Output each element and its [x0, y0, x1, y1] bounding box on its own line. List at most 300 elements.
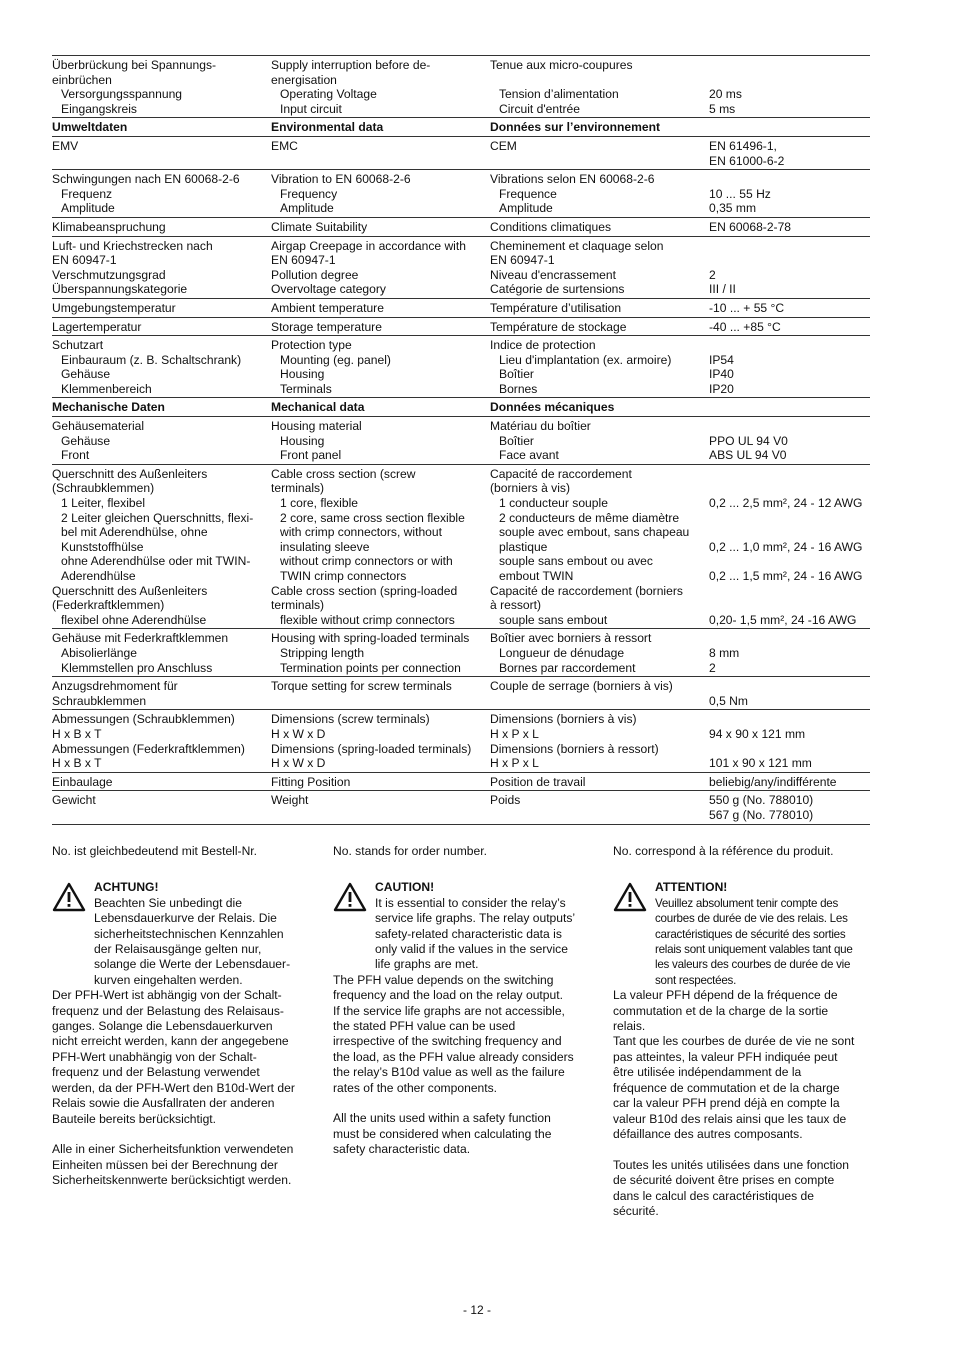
cell-line: Position de travail [490, 774, 586, 789]
cell-line: H x B x T [52, 756, 102, 771]
cell-line: bel mit Aderendhülse, ohne [61, 525, 208, 540]
body-line: PFH-Wert unabhängig von der Schalt- [52, 1049, 257, 1064]
col-fr [490, 467, 709, 628]
cell-line: Fitting Position [271, 774, 351, 789]
cell-line: Conditions climatiques [490, 219, 611, 234]
paragraph-gap [613, 1142, 883, 1157]
col-value [709, 139, 870, 168]
body-line: the stated PFH value can be used [333, 1019, 516, 1034]
cell-line: 0,35 mm [709, 201, 757, 216]
spec-table [52, 55, 870, 825]
body-line: If the service life graphs are not accessible, [333, 1003, 565, 1018]
cell-line: 1 Leiter, flexibel [61, 496, 146, 511]
cell-line: Housing material [271, 419, 362, 434]
cell-line: H x P x L [490, 756, 539, 771]
col-fr [490, 301, 709, 316]
col-fr [490, 172, 709, 216]
col-value [709, 712, 870, 770]
cell-line [709, 598, 870, 613]
col-en [271, 120, 490, 135]
cell-line: Cable cross section (screw [271, 466, 416, 481]
cell-line: 0,2 ... 2,5 mm², 24 - 12 AWG [709, 496, 863, 511]
spec-row [52, 137, 870, 170]
body-line: Toutes les unités utilisées dans une fonction [613, 1157, 849, 1172]
col-fr [490, 58, 709, 116]
cell-line: Überspannungskategorie [52, 282, 188, 297]
warning-triangle-icon [333, 880, 375, 972]
spec-row [52, 218, 870, 237]
cell-line: flexible without crimp connectors [280, 612, 455, 627]
warning-line: Veuillez absolument tenir compte des [655, 896, 839, 910]
cell-line: without crimp connectors or with [280, 554, 453, 569]
col-de [52, 301, 271, 316]
order-number-note: No. correspond à la référence du produit. [613, 844, 834, 858]
warning-block [613, 880, 883, 988]
col-value [709, 775, 870, 790]
col-fr [490, 419, 709, 463]
col-value [709, 320, 870, 335]
col-fr [490, 239, 709, 297]
col-en [271, 400, 490, 415]
spec-row [52, 237, 870, 299]
cell-line: 101 x 90 x 121 mm [709, 756, 812, 771]
body-line: the load, as the PFH value already considers [333, 1049, 574, 1064]
body-line: Bauteile bereits berücksichtigt. [52, 1111, 217, 1126]
body-line: frequency and the load on the relay output. [333, 988, 563, 1003]
cell-line: flexibel ohne Aderendhülse [61, 612, 207, 627]
cell-line: Température de stockage [490, 319, 627, 334]
warning-text [375, 880, 603, 972]
body-line: irrespective of the switching frequency and [333, 1034, 562, 1049]
cell-line: Matériau du boîtier [490, 419, 591, 434]
warning-line: life graphs are met. [375, 957, 479, 972]
col-en [271, 712, 490, 770]
cell-line: 2 [709, 267, 716, 282]
cell-line: H x P x L [490, 726, 539, 741]
body-line: car la valeur PFH prend déjà en compte la [613, 1096, 840, 1111]
cell-line: Mechanische Daten [52, 400, 165, 415]
spec-row [52, 299, 870, 318]
body-line: Der PFH-Wert ist abhängig von der Schalt- [52, 988, 282, 1003]
cell-line: terminals) [271, 598, 325, 613]
cell-line [490, 694, 709, 709]
col-fr [490, 139, 709, 168]
spec-row [52, 56, 870, 118]
cell-line: Frequenz [61, 186, 113, 201]
col-value [709, 419, 870, 463]
cell-line: Klemmenbereich [61, 381, 152, 396]
cell-line: TWIN crimp connectors [280, 569, 407, 583]
cell-line: Querschnitt des Außenleiters [52, 466, 208, 481]
cell-line: Face avant [499, 448, 559, 463]
cell-line: Einbauraum (z. B. Schaltschrank) [61, 352, 242, 367]
cell-line: (Schraubklemmen) [52, 481, 155, 496]
col-value [709, 679, 870, 708]
warning-line: les valeurs des courbes de durée de vie [655, 958, 851, 972]
col-en [271, 631, 490, 675]
warning-triangle-icon [613, 880, 655, 988]
col-fr [490, 120, 709, 135]
warning-title: ATTENTION! [655, 880, 728, 895]
cell-line: 0,5 Nm [709, 693, 748, 708]
cell-line: plastique [499, 539, 548, 554]
col-en [271, 220, 490, 235]
cell-line: Supply interruption before de- [271, 58, 431, 72]
cell-line [709, 511, 870, 526]
col-value [709, 172, 870, 216]
body-line: valeur B10d des relais ainsi que les taux de [613, 1111, 847, 1126]
body-line: pas atteintes, la valeur PFH indiquée peut [613, 1049, 838, 1064]
cell-line: Gehäuse [61, 433, 111, 448]
body-line: nicht erreicht werden, kann der angegebene [52, 1034, 289, 1049]
cell-line: -10 ... + 55 °C [709, 300, 785, 315]
warning-line: solange die Werte der Lebensdauer- [94, 957, 291, 972]
cell-line: Température d’utilisation [490, 300, 622, 315]
body-line: La valeur PFH dépend de la fréquence de [613, 988, 838, 1003]
body-line: must be considered when calculating the [333, 1126, 552, 1141]
warning-line: sont respectées. [655, 973, 737, 987]
cell-line: Niveau d'encrassement [490, 267, 616, 282]
cell-line: Lieu d'implantation (ex. armoire) [499, 352, 672, 367]
cell-line: Input circuit [280, 101, 342, 116]
body-line: Alle in einer Sicherheitsfunktion verwendeten [52, 1142, 294, 1157]
cell-line: embout TWIN [499, 569, 574, 583]
spec-row [52, 417, 870, 465]
col-fr [490, 400, 709, 415]
cell-line: Pollution degree [271, 267, 359, 282]
cell-line [709, 554, 870, 569]
cell-line: Front panel [280, 448, 342, 463]
cell-line [709, 631, 870, 646]
body-line: commutation et de la charge de la sortie [613, 1003, 829, 1018]
cell-line [709, 679, 870, 694]
cell-line: Umgebungstemperatur [52, 300, 176, 315]
cell-line: Boîtier [499, 433, 534, 448]
body-line: All the units used within a safety function [333, 1111, 551, 1126]
cell-line: 1 core, flexible [280, 496, 358, 511]
cell-line: Umweltdaten [52, 120, 128, 135]
cell-line: EN 61000-6-2 [709, 153, 785, 168]
warning-line: sicherheitstechnischen Kennzahlen [94, 926, 284, 941]
col-value [709, 338, 870, 396]
col-fr [490, 220, 709, 235]
cell-line: (Federkraftklemmen) [52, 598, 165, 613]
col-en [271, 338, 490, 396]
cell-line: Dimensions (screw terminals) [271, 712, 430, 727]
cell-line: 2 Leiter gleichen Querschnitts, flexi- [61, 510, 254, 525]
col-value [709, 239, 870, 297]
warning-line: caractéristiques de sécurité des sorties [655, 927, 846, 941]
col-en [271, 775, 490, 790]
cell-line: EN 61496-1, [709, 138, 777, 153]
paragraph-gap [52, 1127, 322, 1142]
cell-line: EMC [271, 138, 298, 153]
warning-line: service life graphs. The relay outputs’ [375, 911, 576, 926]
cell-line: Überbrückung bei Spannungs- [52, 58, 217, 72]
order-number-note: No. stands for order number. [333, 844, 487, 858]
cell-line: Schwingungen nach EN 60068-2-6 [52, 172, 240, 187]
cell-line: H x B x T [52, 726, 102, 741]
body-line: The PFH value depends on the switching [333, 972, 554, 987]
col-de [52, 793, 271, 822]
cell-line [709, 525, 870, 540]
cell-line: Circuit d'entrée [499, 101, 580, 116]
body-line: fréquence de commutation et de la charge [613, 1080, 840, 1095]
cell-line [709, 742, 870, 757]
warning-line: It is essential to consider the relay’s [375, 895, 566, 910]
cell-line: 94 x 90 x 121 mm [709, 726, 806, 741]
cell-line: 5 ms [709, 101, 736, 116]
cell-line: EN 60947-1 [52, 253, 117, 268]
cell-line: Capacité de raccordement (borniers [490, 583, 683, 598]
cell-line: Longueur de dénudage [499, 645, 625, 660]
cell-line [709, 400, 870, 415]
cell-line: EN 60068-2-78 [709, 219, 792, 234]
cell-line [709, 467, 870, 482]
col-en [271, 467, 490, 628]
spec-row [52, 170, 870, 218]
cell-line: ABS UL 94 V0 [709, 448, 787, 463]
cell-line [709, 253, 870, 268]
spec-row [52, 629, 870, 677]
cell-line [490, 808, 709, 823]
body-line: être utilisée indépendamment de la [613, 1065, 802, 1080]
cell-line: Bornes par raccordement [499, 660, 636, 675]
cell-line: IP20 [709, 381, 734, 396]
cell-line: Housing [280, 367, 325, 382]
cell-line: Storage temperature [271, 319, 382, 334]
cell-line: Amplitude [499, 201, 553, 216]
cell-line: IP40 [709, 367, 734, 382]
col-en [271, 679, 490, 708]
cell-line [709, 481, 870, 496]
spec-row [52, 336, 870, 398]
cell-line: Données mécaniques [490, 400, 615, 415]
cell-line: beliebig/any/indifférente [709, 774, 837, 789]
col-de [52, 712, 271, 770]
cell-line: Couple de serrage (borniers à vis) [490, 679, 673, 694]
cell-line: energisation [271, 72, 337, 87]
cell-line: Frequency [280, 186, 338, 201]
cell-line: Capacité de raccordement [490, 466, 632, 481]
cell-line: Einbaulage [52, 774, 113, 789]
col-fr [490, 631, 709, 675]
col-value [709, 631, 870, 675]
cell-line: Kunststoffhülse [61, 539, 144, 554]
warning-block [52, 880, 322, 988]
col-fr [490, 320, 709, 335]
cell-line: Verschmutzungsgrad [52, 267, 166, 282]
cell-line [709, 73, 870, 88]
cell-line: Gehäusematerial [52, 419, 145, 434]
cell-line: Housing [280, 433, 325, 448]
col-de [52, 139, 271, 168]
body-line: frequenz und der Belastung verwendet [52, 1065, 260, 1080]
body-line: the relay’s B10d value as well as the failure [333, 1065, 565, 1080]
cell-line: insulating sleeve [280, 539, 370, 554]
cell-line: Amplitude [61, 201, 115, 216]
warning-line: Beachten Sie unbedingt die [94, 895, 242, 910]
cell-line: PPO UL 94 V0 [709, 433, 788, 448]
section-header-row [52, 118, 870, 137]
cell-line: Front [61, 448, 90, 463]
col-en [271, 58, 490, 116]
col-en [271, 301, 490, 316]
cell-line: Climate Suitability [271, 219, 368, 234]
cell-line: Cheminement et claquage selon [490, 238, 664, 253]
cell-line: 8 mm [709, 645, 740, 660]
body-line: de sécurité doivent être prises en compte [613, 1173, 835, 1188]
body-line: rates of the other components. [333, 1080, 498, 1095]
warning-title: ACHTUNG! [94, 880, 159, 895]
col-de [52, 419, 271, 463]
spec-row [52, 318, 870, 337]
cell-line: Termination points per connection [280, 660, 461, 675]
cell-line: Aderendhülse [61, 569, 136, 583]
col-de [52, 400, 271, 415]
cell-line: Weight [271, 793, 309, 808]
cell-line: 2 core, same cross section flexible [280, 510, 465, 525]
warning-line: relais sont uniquement valables tant que [655, 943, 853, 957]
cell-line: Lagertemperatur [52, 319, 142, 334]
warning-title: CAUTION! [375, 880, 435, 895]
cell-line: 550 g (No. 788010) [709, 793, 814, 808]
body-line: relais. [613, 1019, 646, 1034]
order-number-note: No. ist gleichbedeutend mit Bestell-Nr. [52, 844, 258, 858]
col-value [709, 793, 870, 822]
col-de [52, 631, 271, 675]
warning-text [94, 880, 322, 988]
cell-line: Indice de protection [490, 338, 596, 353]
cell-line: Environmental data [271, 120, 384, 135]
cell-line [490, 73, 709, 88]
cell-line: Operating Voltage [280, 87, 377, 102]
cell-line [709, 120, 870, 135]
warning-line: courbes de durée de vie des relais. Les [655, 912, 848, 926]
col-fr [490, 775, 709, 790]
cell-line: Anzugsdrehmoment für [52, 679, 178, 694]
page-number: - 12 - [462, 1303, 491, 1317]
cell-line: Gewicht [52, 793, 96, 808]
cell-line: Données sur l’environnement [490, 120, 661, 135]
col-en [271, 239, 490, 297]
cell-line: Torque setting for screw terminals [271, 679, 452, 694]
body-line: défaillance des autres composants. [613, 1126, 803, 1141]
cell-line: Luft- und Kriechstrecken nach [52, 238, 213, 253]
col-en [271, 419, 490, 463]
cell-line: Bornes [499, 381, 538, 396]
cell-line [709, 712, 870, 727]
col-de [52, 172, 271, 216]
cell-line: Schraubklemmen [52, 693, 147, 708]
cell-line: H x W x D [271, 726, 326, 741]
cell-line: Mounting (eg. panel) [280, 352, 391, 367]
col-de [52, 220, 271, 235]
body-line: frequenz und der Belastung des Relaisaus- [52, 1003, 284, 1018]
warning-block [333, 880, 603, 972]
cell-line: Boîtier [499, 367, 534, 382]
body-line: safety characteristic data. [333, 1142, 471, 1157]
cell-line: Amplitude [280, 201, 334, 216]
cell-line: Tenue aux micro-coupures [490, 58, 633, 72]
col-value [709, 301, 870, 316]
cell-line: 2 [709, 660, 716, 675]
cell-line: IP54 [709, 352, 734, 367]
cell-line: Terminals [280, 381, 332, 396]
cell-line: 20 ms [709, 87, 742, 102]
cell-line: 2 conducteurs de même diamètre [499, 510, 680, 525]
warning-line: kurven eingehalten werden. [94, 972, 243, 987]
col-de [52, 467, 271, 628]
col-en [271, 320, 490, 335]
col-value [709, 400, 870, 415]
col-fr [490, 793, 709, 822]
section-header-row [52, 398, 870, 417]
warning-line: only valid if the values in the service [375, 942, 568, 957]
cell-line: Gehäuse [61, 367, 111, 382]
spec-row [52, 465, 870, 630]
cell-line: Frequence [499, 186, 557, 201]
notes-column-fr [613, 844, 883, 1219]
cell-line: with crimp connectors, without [280, 525, 442, 540]
cell-line: 1 conducteur souple [499, 496, 608, 511]
warning-text [655, 880, 883, 988]
cell-line [709, 419, 870, 434]
col-fr [490, 679, 709, 708]
cell-line: Tension d’alimentation [499, 87, 619, 102]
col-value [709, 220, 870, 235]
cell-line: souple avec embout, sans chapeau [499, 525, 690, 540]
cell-line: Boîtier avec borniers à ressort [490, 631, 652, 646]
body-line: dans le calcul des caractéristiques de [613, 1188, 814, 1203]
cell-line: EN 60947-1 [271, 253, 336, 268]
body-line: sécurité. [613, 1203, 659, 1218]
col-de [52, 320, 271, 335]
cell-line: CEM [490, 138, 517, 153]
cell-line [709, 239, 870, 254]
cell-line: einbrüchen [52, 72, 112, 87]
cell-line: EMV [52, 138, 79, 153]
cell-line: Protection type [271, 338, 352, 353]
cell-line: Dimensions (borniers à ressort) [490, 741, 659, 756]
cell-line: Stripping length [280, 645, 365, 660]
cell-line: 567 g (No. 778010) [709, 807, 814, 822]
warning-line: Lebensdauerkurve der Relais. Die [94, 911, 277, 926]
cell-line: Schutzart [52, 338, 104, 353]
col-de [52, 338, 271, 396]
cell-line: Catégorie de surtensions [490, 282, 625, 297]
cell-line [709, 338, 870, 353]
cell-line: 0,20- 1,5 mm², 24 -16 AWG [709, 612, 857, 627]
notes-column-de [52, 844, 322, 1189]
cell-line: souple sans embout [499, 612, 608, 627]
cell-line: H x W x D [271, 756, 326, 771]
spec-row [52, 677, 870, 710]
cell-line: Versorgungsspannung [61, 87, 183, 102]
warning-triangle-icon [52, 880, 94, 988]
cell-line: -40 ... +85 °C [709, 319, 781, 334]
col-de [52, 120, 271, 135]
cell-line: Ambient temperature [271, 300, 384, 315]
cell-line: Vibrations selon EN 60068-2-6 [490, 172, 655, 187]
col-value [709, 58, 870, 116]
col-en [271, 793, 490, 822]
cell-line: III / II [709, 282, 736, 297]
cell-line: ohne Aderendhülse oder mit TWIN- [61, 554, 251, 569]
cell-line: Eingangskreis [61, 101, 137, 116]
cell-line: EN 60947-1 [490, 253, 555, 268]
col-value [709, 467, 870, 628]
